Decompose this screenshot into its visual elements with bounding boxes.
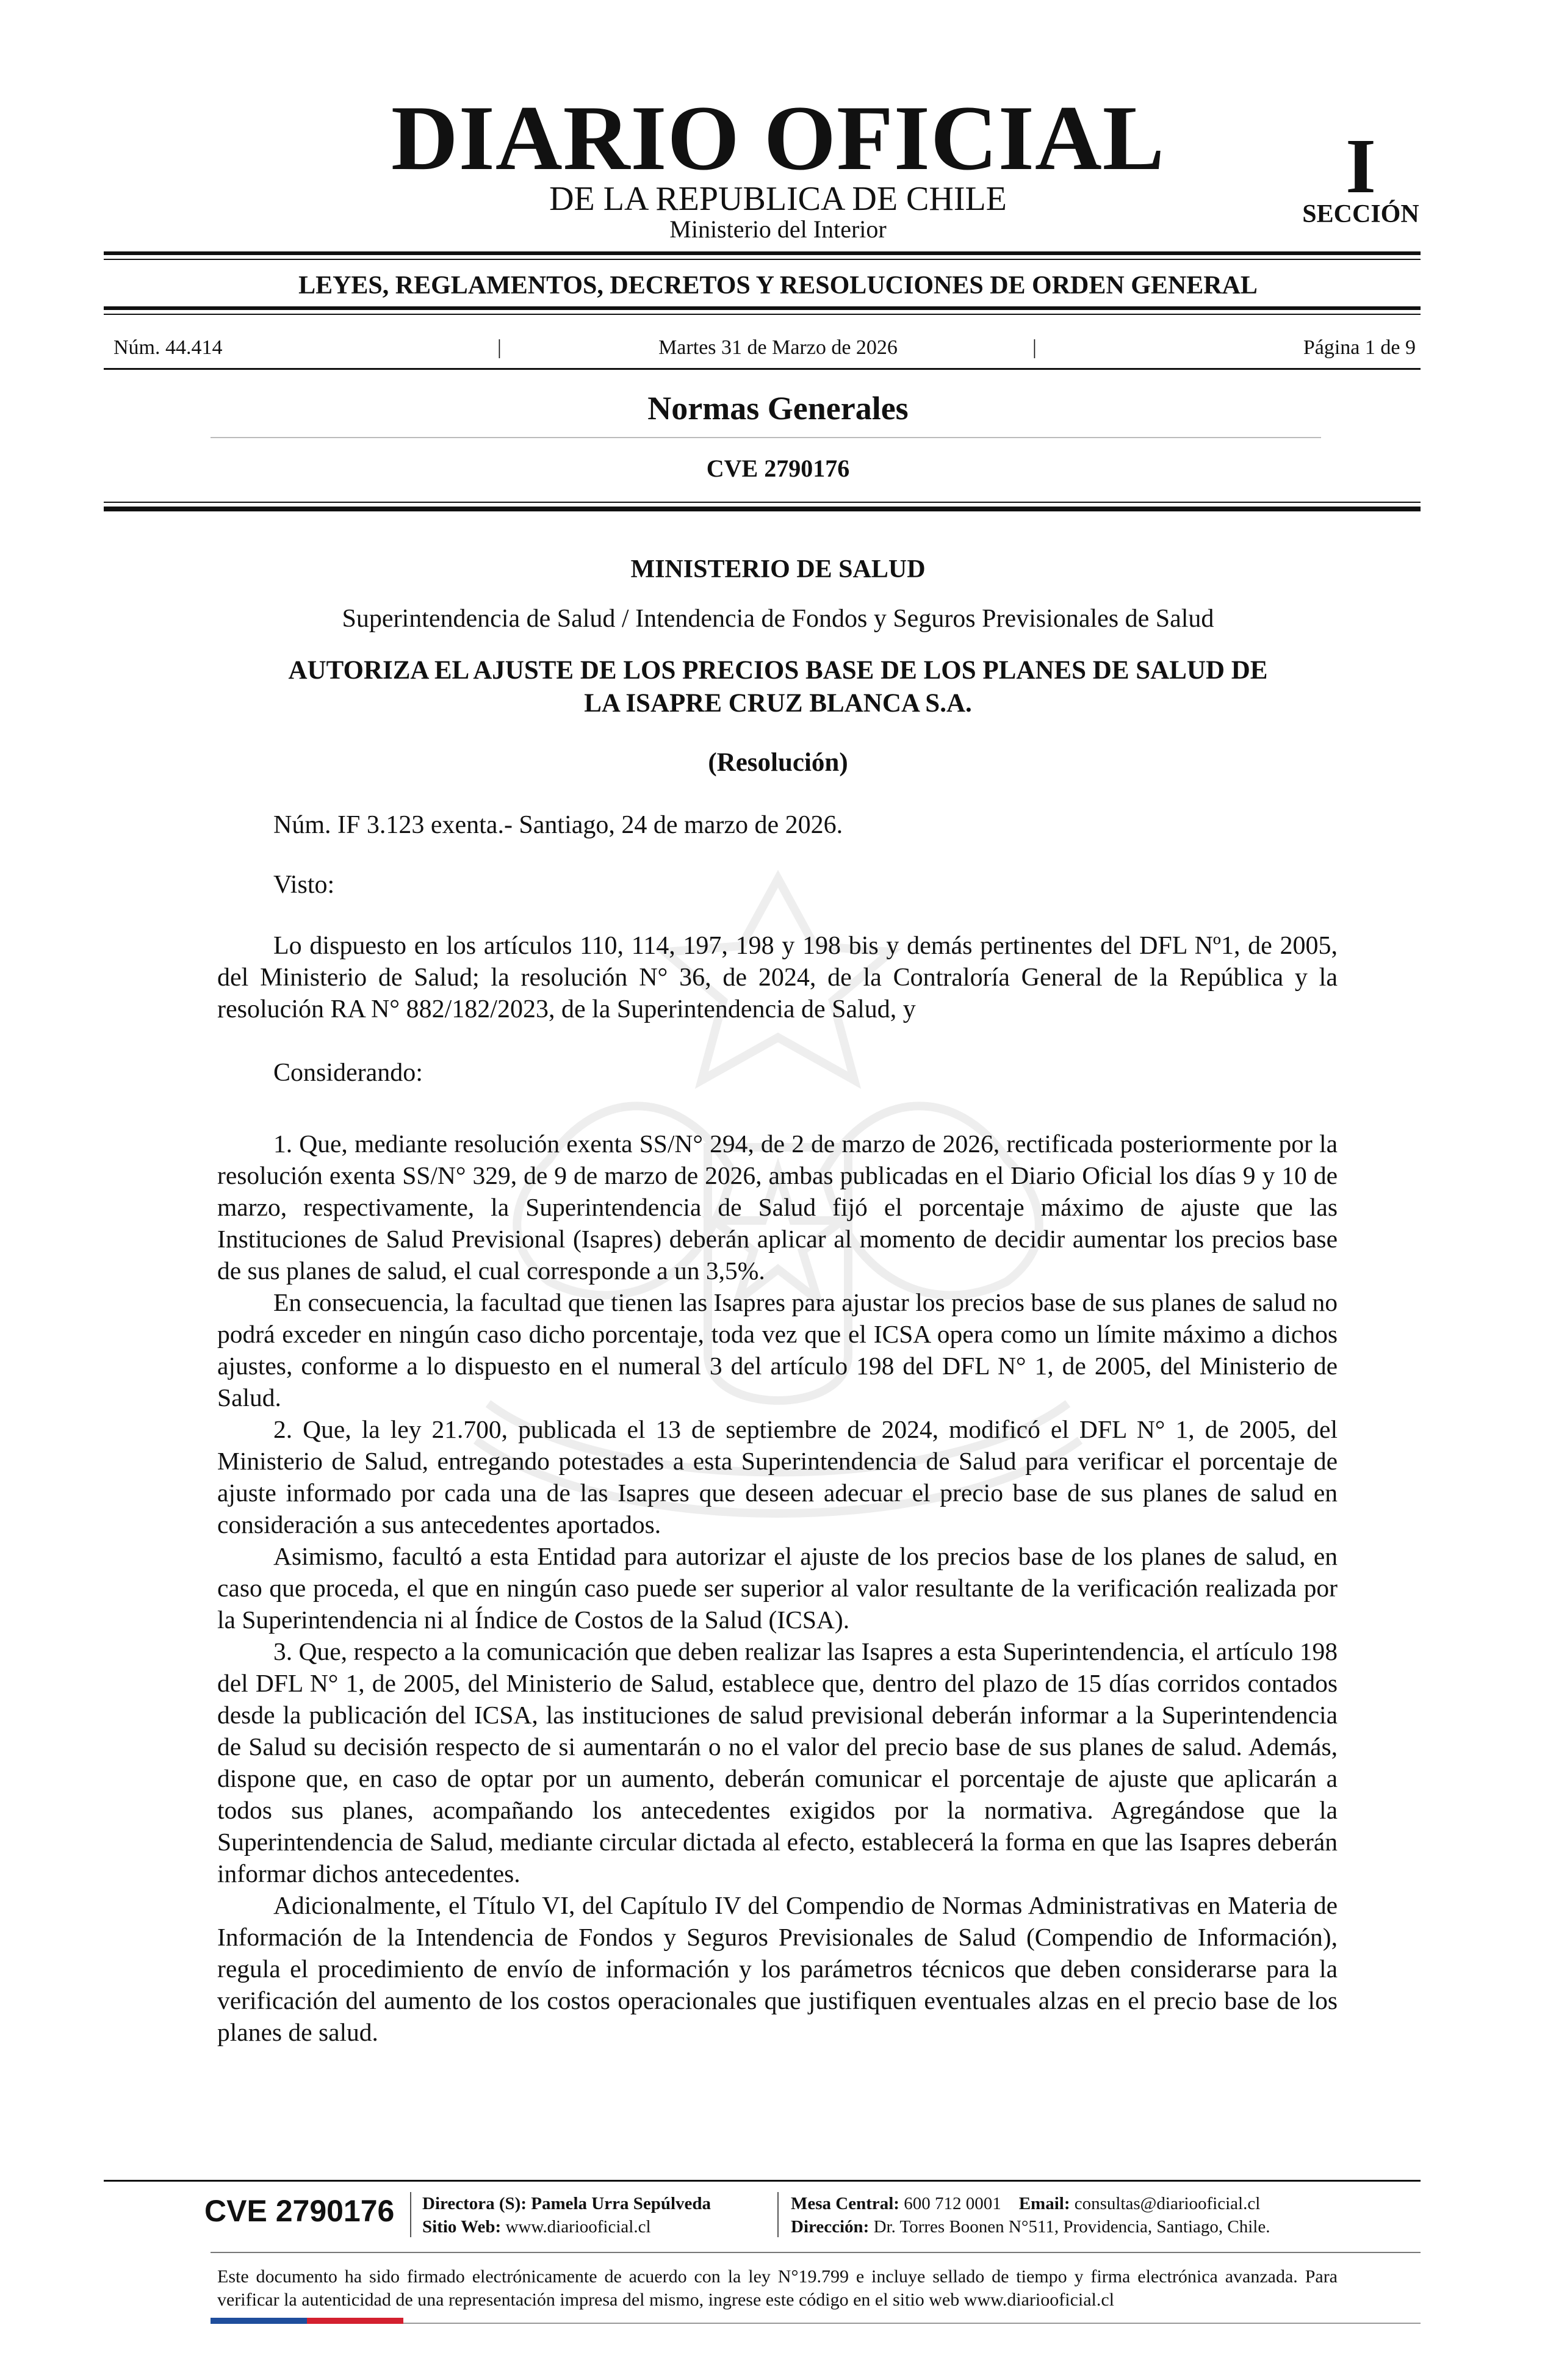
phone-value: 600 712 0001 <box>904 2194 1001 2213</box>
issue-date: Martes 31 de Marzo de 2026 <box>658 336 898 359</box>
footer-divider-2 <box>777 2192 779 2237</box>
web-label: Sitio Web: <box>422 2217 502 2237</box>
considerando-label: Considerando: <box>273 1059 423 1087</box>
issuing-ministry: MINISTERIO DE SALUD <box>630 555 926 583</box>
masthead-rule-thick <box>104 251 1421 255</box>
issue-number: Núm. 44.414 <box>113 336 223 359</box>
cve-header: CVE 2790176 <box>706 455 850 482</box>
email-link[interactable]: consultas@diariooficial.cl <box>1074 2194 1261 2213</box>
paragraph-5: 3. Que, respecto a la comunicación que deben realizar las Isapres a esta Superintendencia, el artículo 198 del DFL N° 1, de 2005, del Ministerio de Salud, establece que, dentro del plazo de 15 días corridos contados desde la publicación del ICSA, las instituciones de salud previsional deberán informar a la Superintendencia de Salud su decisión respecto de si aumentarán o no el valor del precio base de sus planes de salud. Además, dispone que, en caso de optar por un aumento, deberán comunicar el porcentaje de ajuste que aplicarán a todos sus planes, acompañando los antecedentes exigidos por la normativa. Agregándose que la Superintendencia de Salud, mediante circular dictada al efecto, establecerá la forma en que las Isapres deberán informar dichos antecedentes. <box>217 1637 1338 1888</box>
resolution-title-line-1: AUTORIZA EL AJUSTE DE LOS PRECIOS BASE DE LOS PLANES DE SALUD DE <box>288 656 1268 685</box>
phone-label: Mesa Central: <box>791 2194 899 2213</box>
paragraph-2: En consecuencia, la facultad que tienen las Isapres para ajustar los precios base de sus planes de salud no podrá exceder en ningún caso dicho porcentaje, toda vez que el ICSA opera como un límite máximo a dichos ajustes, conforme a lo dispuesto en el numeral 3 del artículo 198 del DFL N° 1, de 2005, del Ministerio de Salud. <box>217 1288 1338 1412</box>
category-rule-thin <box>104 314 1421 315</box>
footer-cve: CVE 2790176 <box>204 2194 395 2228</box>
masthead-rule-thin <box>104 259 1421 260</box>
address-label: Dirección: <box>791 2217 870 2237</box>
paragraph-6: Adicionalmente, el Título VI, del Capítulo IV del Compendio de Normas Administrativas en Materia de Información de la Intendencia de Fondos y Seguros Previsionales de Salud (Compendio de Información), regula el procedimiento de envío de información y los parámetros técnicos que deben considerarse para la verificación del aumento de los costos operacionales que justifiquen eventuales alzas en el precio base de los planes de salud. <box>217 1891 1338 2046</box>
issue-separator-right: | <box>1032 336 1037 359</box>
masthead-ministry: Ministerio del Interior <box>669 215 887 243</box>
document-type: (Resolución) <box>708 748 848 777</box>
footer-bottom-rule <box>403 2323 1421 2324</box>
issue-separator-left: | <box>497 336 502 359</box>
category-rule-thick <box>104 306 1421 310</box>
footer-top-rule <box>104 2180 1421 2182</box>
visto-text: Lo dispuesto en los artículos 110, 114, 197, 198 y 198 bis y demás pertinentes del DFL Nº1, de 2005, del Ministerio de Salud; la resolución N° 36, de 2024, de la Contraloría General de la República y la resolución RA N° 882/182/2023, de la Superintendencia de Salud, y <box>217 932 1338 1023</box>
visto-label: Visto: <box>273 871 335 899</box>
rubric-heading: Normas Generales <box>647 390 909 427</box>
issue-rule <box>104 368 1421 370</box>
director-label: Directora (S): <box>422 2194 527 2213</box>
web-link[interactable]: www.diariooficial.cl <box>505 2217 651 2237</box>
rubric-rule <box>211 437 1321 438</box>
resolution-number-line: Núm. IF 3.123 exenta.- Santiago, 24 de marzo de 2026. <box>273 811 843 839</box>
flag-bar-blue <box>211 2318 307 2324</box>
section-label: SECCIÓN <box>1302 200 1419 228</box>
paragraph-1: 1. Que, mediante resolución exenta SS/N° 294, de 2 de marzo de 2026, rectificada posteriormente por la resolución exenta SS/N° 329, de 9 de marzo de 2026, ambas publicadas en el Diario Oficial los días 9 y 10 de marzo, respectivamente, la Superintendencia de Salud fijó el porcentaje máximo de ajuste que las Instituciones de Salud Previsional (Isapres) deberán aplicar al momento de decidir aumentar los precios base de sus planes de salud, el cual corresponde a un 3,5%. <box>217 1130 1338 1285</box>
header-bottom-rule-thin <box>104 502 1421 503</box>
director-name: Pamela Urra Sepúlveda <box>531 2194 711 2213</box>
footer-divider-1 <box>410 2192 411 2237</box>
resolution-title <box>183 654 1373 720</box>
footer-contact-block <box>791 2192 1270 2238</box>
paragraph-4: Asimismo, facultó a esta Entidad para autorizar el ajuste de los precios base de los planes de salud, en caso que proceda, el que en ningún caso puede ser superior al valor resultante de la verificación realizada por la Superintendencia ni al Índice de Costos de la Salud (ICSA). <box>217 1542 1338 1634</box>
address-value: Dr. Torres Boonen N°511, Providencia, Santiago, Chile. <box>873 2217 1270 2237</box>
header-bottom-rule-thick <box>104 507 1421 511</box>
issuing-agency: Superintendencia de Salud / Intendencia de Fondos y Seguros Previsionales de Salud <box>342 605 1214 633</box>
footer-legal-note: Este documento ha sido firmado electrónicamente de acuerdo con la ley N°19.799 e incluye sellado de tiempo y firma electrónica avanzada. Para verificar la autenticidad de una representación impresa del mismo, ingrese este código en el sitio web www.diariooficial.cl <box>217 2266 1338 2310</box>
category-heading: LEYES, REGLAMENTOS, DECRETOS Y RESOLUCIONES DE ORDEN GENERAL <box>298 272 1258 300</box>
email-label: Email: <box>1018 2194 1070 2213</box>
footer-mid-rule <box>211 2252 1421 2253</box>
masthead-title: DIARIO OFICIAL <box>391 87 1165 189</box>
resolution-title-line-2: LA ISAPRE CRUZ BLANCA S.A. <box>584 689 972 718</box>
flag-bar-red <box>307 2318 403 2324</box>
section-number: I <box>1345 123 1376 209</box>
considerando-body <box>217 1128 1338 2048</box>
issue-page: Página 1 de 9 <box>1303 336 1416 359</box>
footer-director-block <box>422 2192 711 2238</box>
paragraph-3: 2. Que, la ley 21.700, publicada el 13 de septiembre de 2024, modificó el DFL N° 1, de 2005, del Ministerio de Salud, entregando potestades a esta Superintendencia de Salud para verificar el porcentaje de ajuste informado por cada una de las Isapres que deseen adecuar el precio base de sus planes de salud en consideración a sus antecedentes aportados. <box>217 1415 1338 1538</box>
masthead-subtitle: DE LA REPUBLICA DE CHILE <box>549 180 1007 218</box>
